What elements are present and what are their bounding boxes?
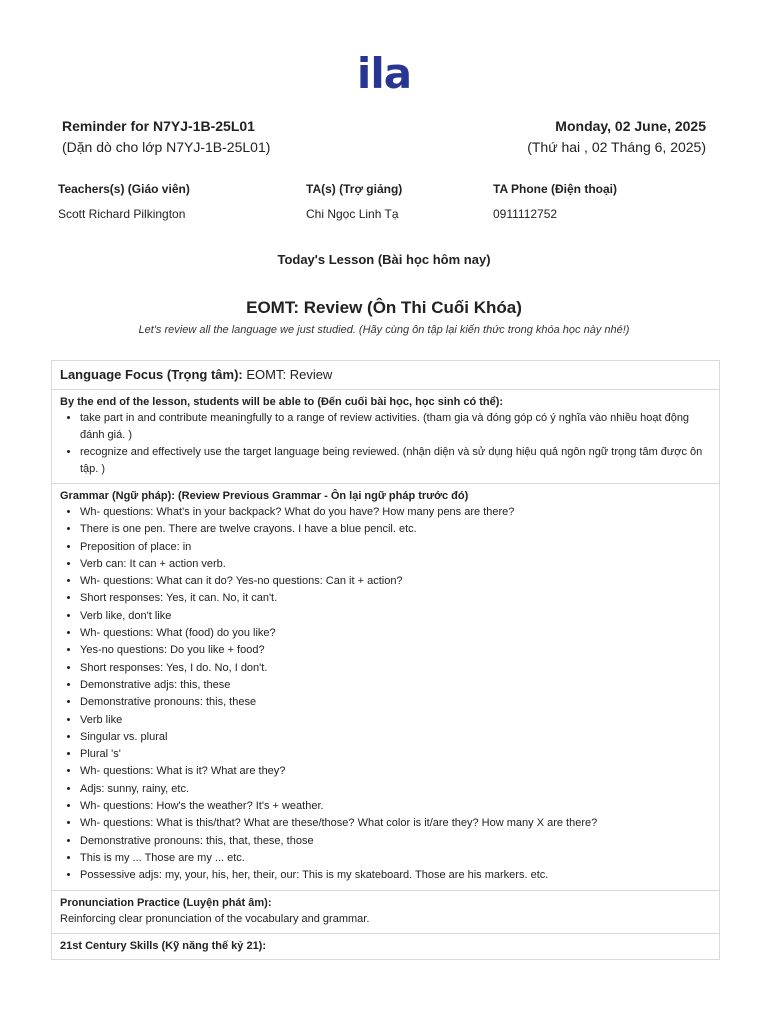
pronunciation-text: Reinforcing clear pronunciation of the vocabulary and grammar. [60,912,370,925]
skills-section [52,933,719,959]
lesson-date: Monday, 02 June, 2025 [555,118,706,134]
skills-heading: 21st Century Skills (Kỹ năng thế kỷ 21): [60,939,267,952]
grammar-heading: Grammar (Ngữ pháp): (Review Previous Grammar - Ôn lại ngữ pháp trước đó) [60,490,469,502]
list-item: • Short responses: Yes, it can. No, it can't. [80,590,711,607]
list-item: • Singular vs. plural [80,729,711,746]
list-item: • Yes-no questions: Do you like + food? [80,642,711,659]
list-item: • Adjs: sunny, rainy, etc. [80,781,711,798]
teacher-name: Scott Richard Pilkington [58,207,186,221]
list-item: • There is one pen. There are twelve crayons. I have a blue pencil. etc. [80,521,711,538]
list-item: • Plural 's' [80,746,711,763]
reminder-title: Reminder for N7YJ-1B-25L01 [62,118,255,134]
reminder-title-vn: (Dặn dò cho lớp N7YJ-1B-25L01) [62,139,271,155]
list-item: • Wh- questions: What (food) do you like? [80,625,711,642]
ta-label: TA(s) (Trợ giảng) [306,182,403,196]
language-focus-value: EOMT: Review [246,367,333,382]
lesson-details-table [51,360,720,960]
list-item: • Demonstrative pronouns: this, these [80,694,711,711]
list-item: • Wh- questions: What is this/that? What are these/those? What color is it/are they? How many X are there? [80,815,711,832]
list-item: • Preposition of place: in [80,539,711,556]
list-item: • Demonstrative pronouns: this, that, these, those [80,833,711,850]
list-item: • take part in and contribute meaningfully to a range of review activities. (tham gia và đóng góp có ý nghĩa vào nhiều hoạt động đánh giá. ) [80,410,711,444]
objectives-heading: By the end of the lesson, students will be able to (Đến cuối bài học, học sinh có thể): [60,396,504,408]
list-item: • Wh- questions: How's the weather? It's + weather. [80,798,711,815]
pronunciation-heading: Pronunciation Practice (Luyện phát âm): [60,896,272,909]
language-focus-label: Language Focus (Trọng tâm): [60,367,243,382]
staff-info [58,182,718,221]
teacher-label: Teachers(s) (Giáo viên) [58,182,190,196]
list-item: • Verb like [80,712,711,729]
list-item: • Wh- questions: What is it? What are they? [80,763,711,780]
grammar-section [52,483,719,890]
list-item: • Verb like, don't like [80,608,711,625]
list-item: • Short responses: Yes, I do. No, I don't. [80,660,711,677]
language-focus-section [52,361,719,389]
ila-logo: ila [356,49,412,98]
list-item: • Verb can: It can + action verb. [80,556,711,573]
lesson-title: EOMT: Review (Ôn Thi Cuối Khóa) [246,298,522,317]
ta-phone: 0911112752 [493,207,558,221]
ta-phone-label: TA Phone (Điện thoại) [493,182,617,196]
todays-lesson-label: Today's Lesson (Bài học hôm nay) [277,252,491,267]
lesson-date-vn: (Thứ hai , 02 Tháng 6, 2025) [527,139,706,155]
pronunciation-section [52,890,719,933]
ta-name: Chi Ngọc Linh Tạ [306,207,399,221]
list-item: • recognize and effectively use the target language being reviewed. (nhận diện và sử dụng hiệu quả ngôn ngữ trọng tâm được ôn tập. ) [80,444,711,478]
objectives-list [60,410,711,478]
list-item: • Possessive adjs: my, your, his, her, their, our: This is my skateboard. Those are his markers. etc. [80,867,711,884]
list-item: • This is my ... Those are my ... etc. [80,850,711,867]
list-item: • Wh- questions: What's in your backpack? What do you have? How many pens are there? [80,504,711,521]
reminder-row [62,118,706,134]
lesson-subtitle: Let's review all the language we just studied. (Hãy cùng ôn tập lại kiến thức trong khóa học này nhé!) [138,324,630,336]
grammar-list [60,504,711,885]
reminder-vn-row [62,139,706,155]
list-item: • Wh- questions: What can it do? Yes-no questions: Can it + action? [80,573,711,590]
objectives-section [52,389,719,483]
list-item: • Demonstrative adjs: this, these [80,677,711,694]
